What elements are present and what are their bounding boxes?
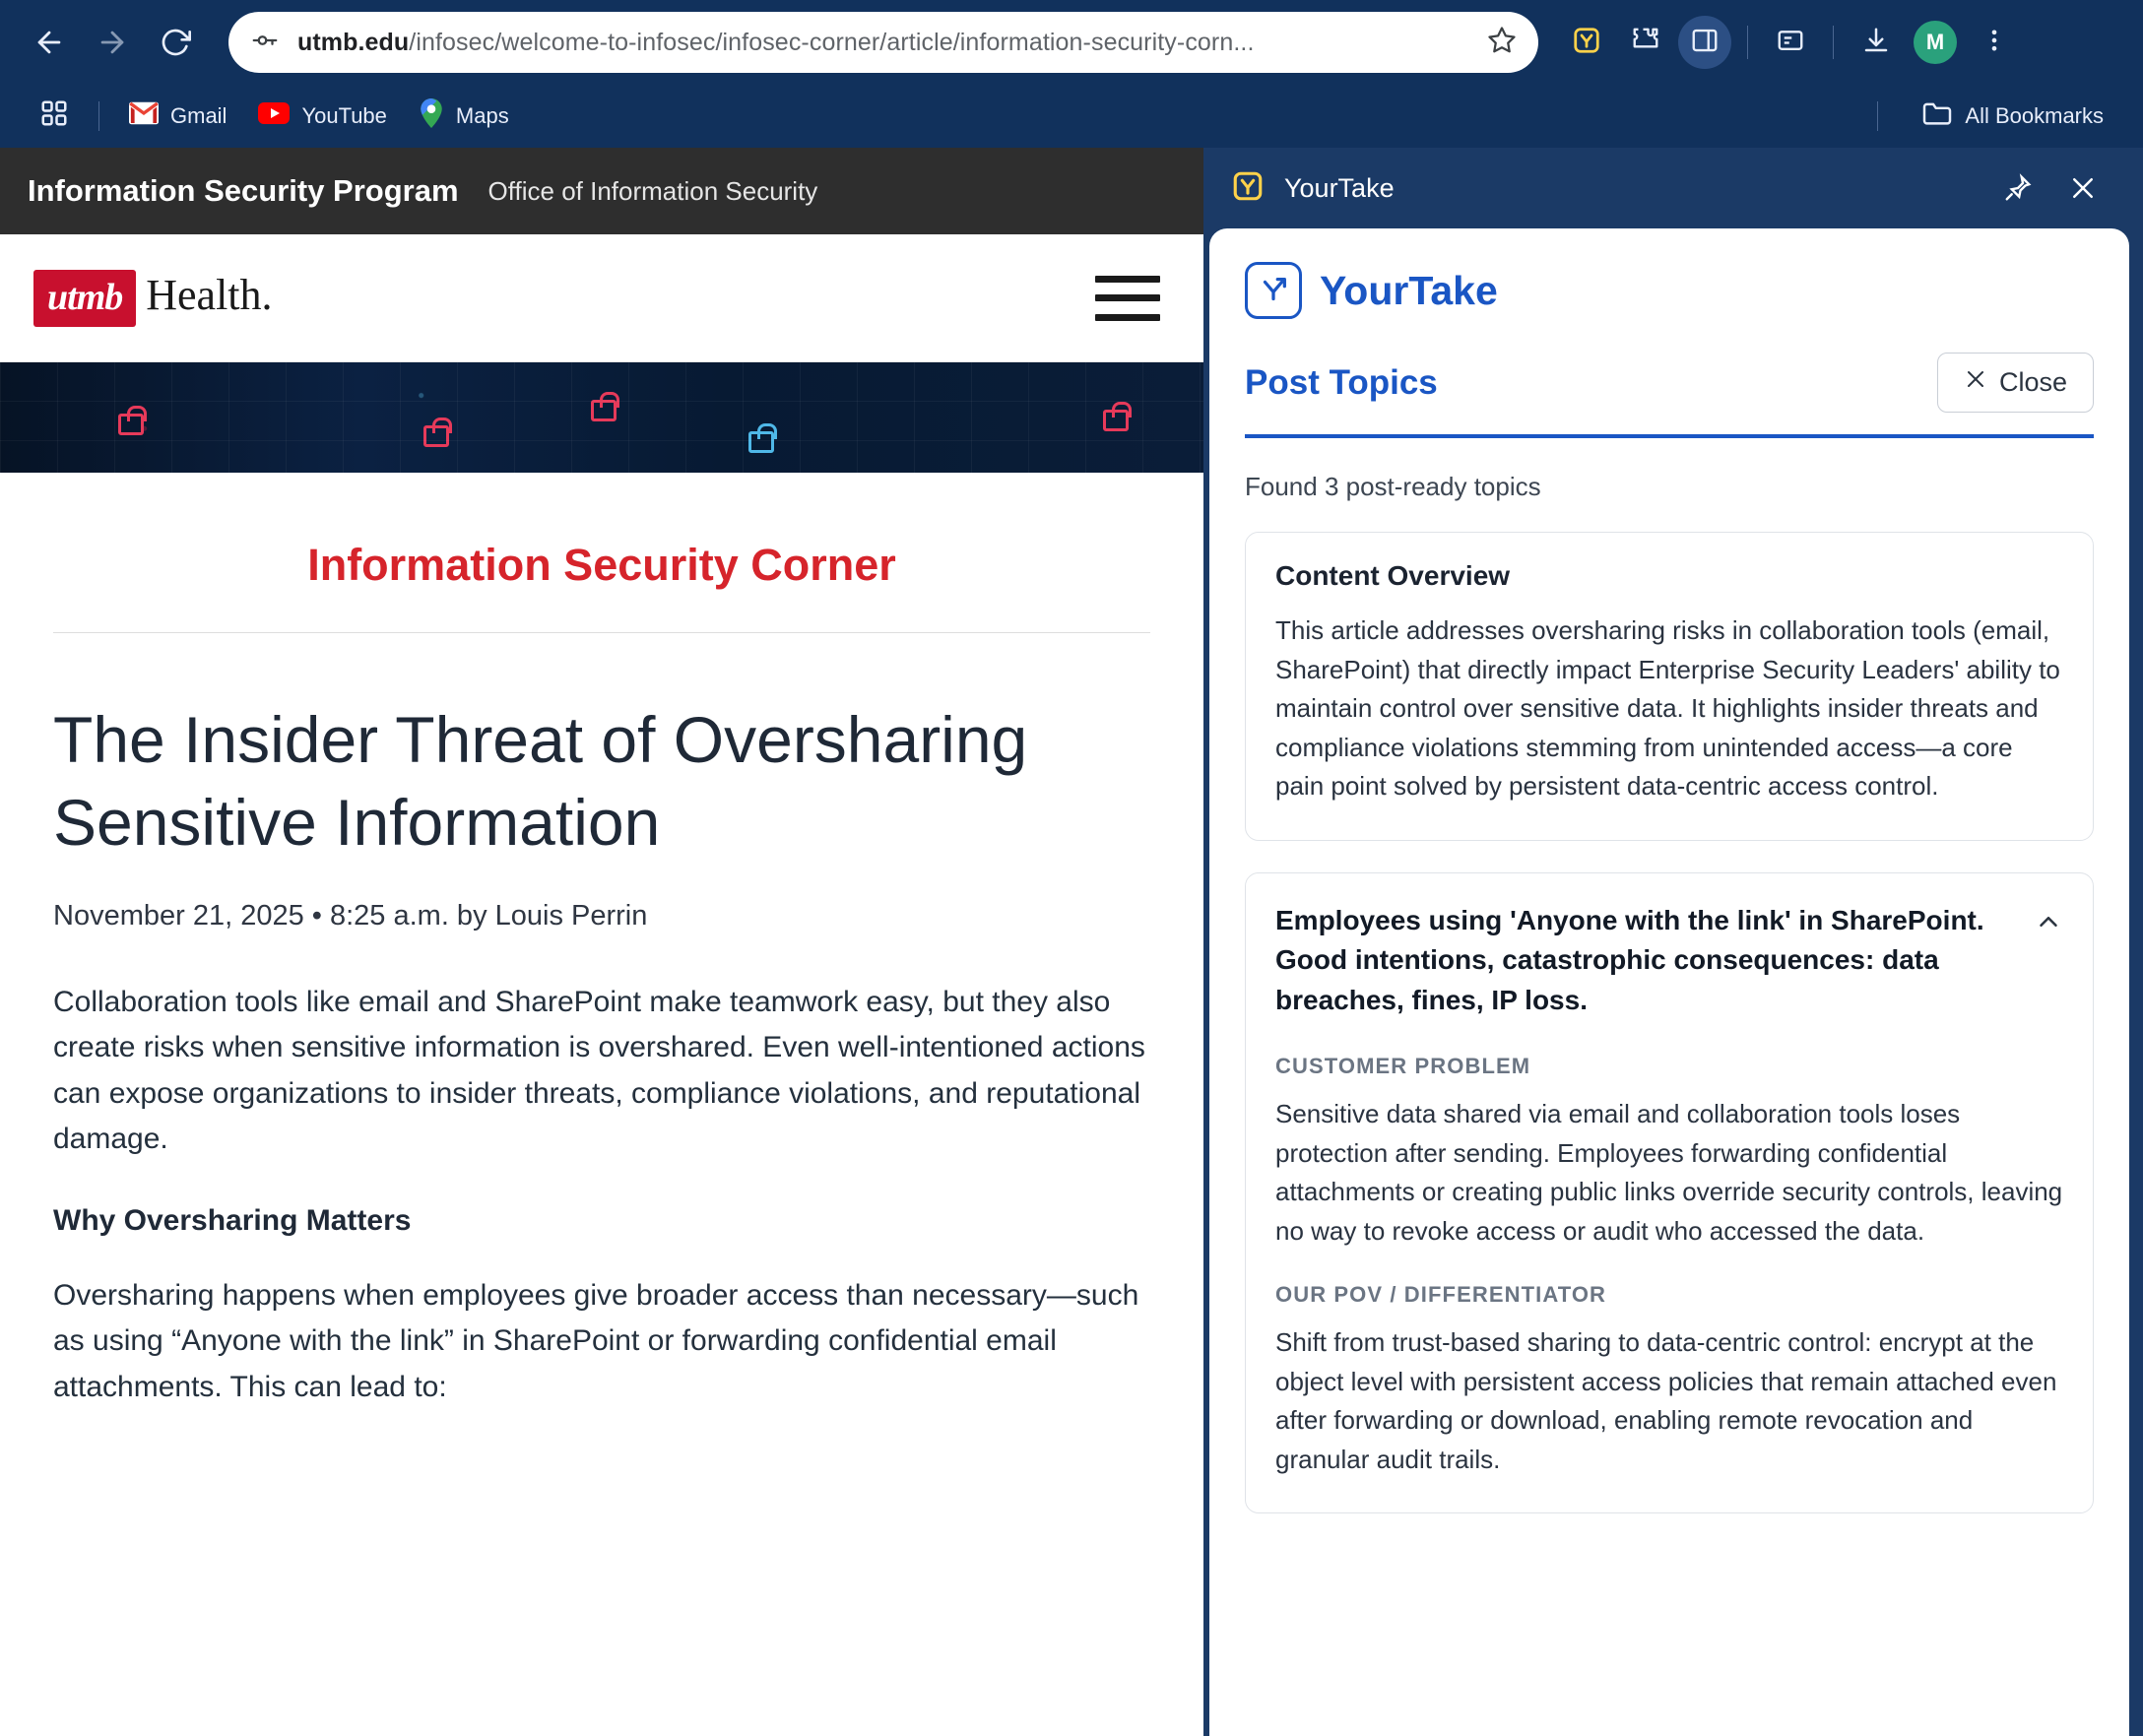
yourtake-logo-icon xyxy=(1245,262,1302,319)
customer-problem-label: CUSTOMER PROBLEM xyxy=(1275,1054,1531,1079)
toolbar-divider-2 xyxy=(1833,26,1834,59)
side-panel-button[interactable] xyxy=(1678,16,1731,69)
article-intro-paragraph: Collaboration tools like email and SharePoint make teamwork easy, but they also create risks when sensitive information is overshared. Even well-intentioned actions can expose organizations to insider threats, compliance violations, and reputational damage. xyxy=(53,985,1145,1156)
site-header xyxy=(0,234,1203,362)
site-topbar xyxy=(0,148,1203,234)
close-button[interactable] xyxy=(1937,353,2094,413)
scroll-fade xyxy=(1209,1697,2129,1736)
topic-card-title: Employees using 'Anyone with the link' in SharePoint. Good intentions, catastrophic consequences: data breaches, fines, IP loss. xyxy=(1275,904,1984,1015)
hamburger-menu-icon[interactable] xyxy=(1095,276,1160,321)
apps-button[interactable] xyxy=(24,93,85,140)
bookmark-label: Maps xyxy=(455,103,509,128)
address-bar[interactable] xyxy=(228,12,1538,73)
reading-mode-icon xyxy=(1776,26,1805,60)
panel-header-row xyxy=(1245,353,2094,438)
topic-card-header[interactable] xyxy=(1275,901,2063,1021)
url-domain: utmb.edu xyxy=(297,28,410,56)
all-bookmarks-button[interactable] xyxy=(1906,95,2119,138)
side-panel-title: YourTake xyxy=(1284,172,1395,203)
back-button[interactable] xyxy=(22,15,77,70)
post-topics-heading: Post Topics xyxy=(1245,362,1438,402)
found-topics-status: Found 3 post-ready topics xyxy=(1245,472,1541,501)
address-bar-text xyxy=(297,29,1471,57)
information-security-corner-title: Information Security Corner xyxy=(307,540,896,590)
forward-button[interactable] xyxy=(85,15,140,70)
yourtake-extension-icon xyxy=(1572,26,1601,60)
content-overview-title: Content Overview xyxy=(1275,560,1511,591)
close-button-label: Close xyxy=(1998,367,2067,397)
yourtake-side-panel xyxy=(1203,148,2143,1736)
topic-card[interactable] xyxy=(1245,872,2094,1514)
close-icon[interactable] xyxy=(2060,165,2106,211)
article-headline: The Insider Threat of Oversharing Sensitive Information xyxy=(53,703,1028,860)
content-overview-text: This article addresses oversharing risks in collaboration tools (email, SharePoint) that directly impact Enterprise Security Leaders' ability to maintain control over sensitive data. It highlights insider threats and compliance violations stemming from unintended access—a core pain point solved by persistent data-centric access control. xyxy=(1275,615,2060,802)
article-byline: November 21, 2025 • 8:25 a.m. by Louis Perrin xyxy=(53,899,648,932)
apps-grid-icon xyxy=(39,98,69,134)
chevron-up-icon[interactable] xyxy=(2034,907,2063,941)
bookmark-divider xyxy=(98,101,99,131)
toolbar-icons xyxy=(1560,16,2021,69)
downloads-icon xyxy=(1861,26,1891,60)
office-title[interactable]: Office of Information Security xyxy=(487,175,818,206)
toolbar-divider xyxy=(1747,26,1748,59)
side-panel-icon xyxy=(1690,26,1720,60)
our-pov-text: Shift from trust-based sharing to data-centric control: encrypt at the object level with persistent access policies that remain attached even after forwarding or download, enabling remote revocation and granular audit trails. xyxy=(1275,1327,2057,1474)
three-dot-menu-icon xyxy=(1981,27,2008,59)
reload-button[interactable] xyxy=(148,15,203,70)
side-panel-titlebar xyxy=(1209,148,2129,228)
content-overview-card xyxy=(1245,532,2094,841)
yourtake-extension-button[interactable] xyxy=(1560,16,1613,69)
bookmark-label: YouTube xyxy=(301,103,387,128)
close-x-icon xyxy=(1964,367,1987,398)
all-bookmarks-area xyxy=(1863,95,2119,138)
divider xyxy=(53,632,1150,633)
utmb-logo-word: Health. xyxy=(146,270,273,319)
downloads-button[interactable] xyxy=(1850,16,1903,69)
maps-pin-icon xyxy=(419,98,444,134)
bookmark-youtube[interactable] xyxy=(242,96,402,137)
browser-toolbar xyxy=(0,0,2143,85)
youtube-icon xyxy=(258,101,290,131)
url-path: /infosec/welcome-to-infosec/infosec-corner/article/information-security-corn... xyxy=(409,28,1255,56)
back-arrow-icon xyxy=(32,26,66,59)
gmail-icon xyxy=(129,101,159,131)
extensions-puzzle-icon xyxy=(1631,26,1660,60)
all-bookmarks-label: All Bookmarks xyxy=(1965,103,2104,128)
article-subheading: Why Oversharing Matters xyxy=(53,1203,412,1237)
hero-banner-image xyxy=(0,362,1203,473)
side-panel-content xyxy=(1209,228,2129,1736)
web-page-content xyxy=(0,148,1203,1736)
bookmark-maps[interactable] xyxy=(403,93,525,140)
utmb-logo-mark: utmb xyxy=(33,270,136,327)
article-paragraph-2: Oversharing happens when employees give broader access than necessary—such as using “Anyone with the link” in SharePoint or forwarding confidential email attachments. This can lead to: xyxy=(53,1278,1139,1403)
avatar: M xyxy=(1914,21,1957,64)
program-title: Information Security Program xyxy=(28,173,459,208)
yourtake-brand-name: YourTake xyxy=(1320,267,1498,313)
reload-icon xyxy=(160,27,191,58)
bookmarks-bar xyxy=(0,85,2143,148)
customer-problem-text: Sensitive data shared via email and collaboration tools loses protection after sending. Employees forwarding confidential attachments or creating public links override security controls, leaving no way to revoke access or audit who accessed the data. xyxy=(1275,1099,2063,1246)
bookmark-divider-right xyxy=(1877,101,1878,131)
extensions-button[interactable] xyxy=(1619,16,1672,69)
reading-mode-button[interactable] xyxy=(1764,16,1817,69)
star-icon[interactable] xyxy=(1487,26,1517,60)
bookmark-label: Gmail xyxy=(170,103,227,128)
yourtake-icon xyxy=(1231,169,1265,208)
utmb-health-logo[interactable] xyxy=(33,270,273,327)
profile-button[interactable] xyxy=(1909,16,1962,69)
yourtake-brand xyxy=(1245,262,2094,319)
browser-chrome xyxy=(0,0,2143,148)
our-pov-label: OUR POV / DIFFERENTIATOR xyxy=(1275,1282,1607,1308)
article-body xyxy=(0,540,1203,1410)
forward-arrow-icon xyxy=(96,26,129,59)
browser-menu-button[interactable] xyxy=(1968,16,2021,69)
site-info-icon[interactable] xyxy=(250,26,280,60)
pin-icon[interactable] xyxy=(1995,165,2041,211)
folder-icon xyxy=(1921,100,1953,132)
bookmark-gmail[interactable] xyxy=(113,96,242,137)
